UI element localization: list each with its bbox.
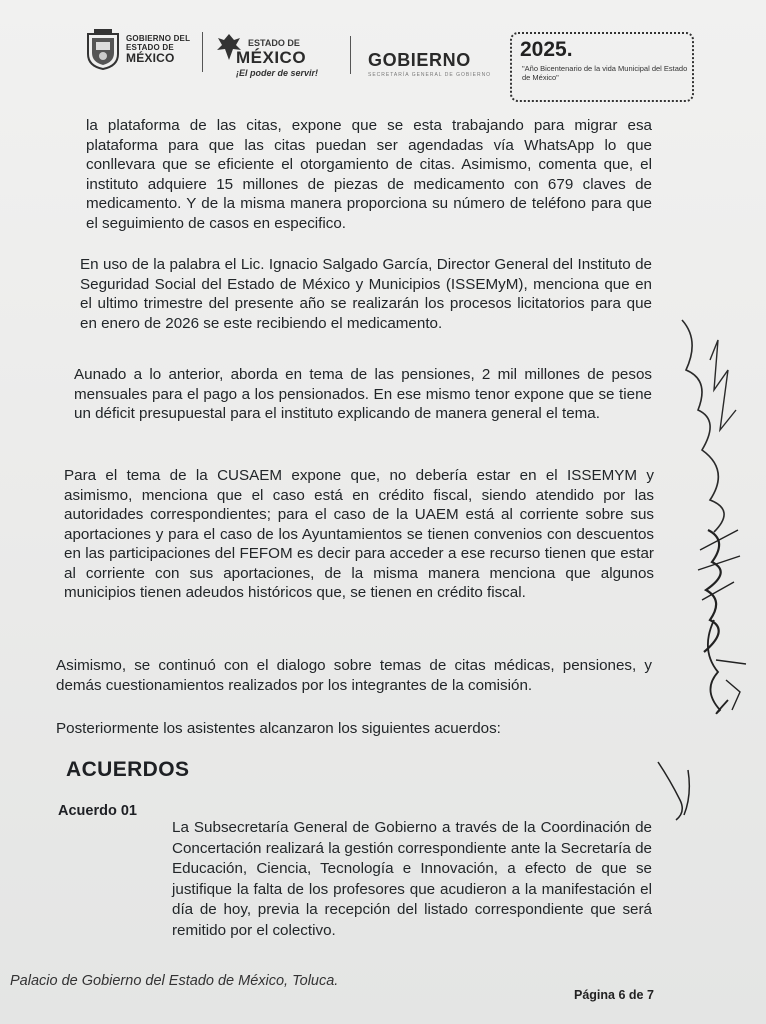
state-seal-icon <box>84 28 122 70</box>
handwritten-signature <box>640 300 760 840</box>
paragraph: Para el tema de la CUSAEM expone que, no debería estar en el ISSEMYM y asimismo, menciona que el caso está en crédito fiscal, siendo atendido por las autoridades correspondientes; para el caso de la UAEM está al corriente sobre sus aportaciones y para el caso de los Ayuntamientos se tienen convenios con descuentos en las participaciones del FEFOM es decir para acceder a ese recurso tienen que estar al corriente con sus aportaciones, de la misma manera menciona que algunos municipios tienen adeudos históricos que, se tienen en crédito fiscal. <box>64 467 654 601</box>
footer-location: Palacio de Gobierno del Estado de México, Toluca. <box>10 973 339 989</box>
acuerdo-text: La Subsecretaría General de Gobierno a través de la Coordinación de Concertación realizará la gestión correspondiente ante la Secretaría de Educación, Ciencia, Tecnología e Innovación, a efecto de que se justifique la falta de los profesores que acudieron a la manifestación el día de hoy, previa la recepción del listado correspondiente que será remitido por el colectivo. <box>172 819 652 939</box>
brand-slogan: ¡El poder de servir! <box>236 68 319 78</box>
gov-line1: GOBIERNO DEL <box>126 34 191 43</box>
brand-main-text: MÉXICO <box>236 48 307 67</box>
page-number: Página 6 de 7 <box>574 988 654 1002</box>
paragraph: Aunado a lo anterior, aborda en tema de las pensiones, 2 mil millones de pesos mensuales para el pago a los pensionados. En ese mismo tenor expone que se tiene un déficit presupuestal para el instituto explicando de manera general el tema. <box>74 366 652 422</box>
gobierno-title: GOBIERNO <box>368 50 471 70</box>
year-box <box>510 32 694 102</box>
header-divider <box>350 36 351 74</box>
letterhead <box>78 22 698 102</box>
acuerdo-label: Acuerdo 01 <box>58 803 137 819</box>
paragraph: Posteriormente los asistentes alcanzaron los siguientes acuerdos: <box>56 720 501 737</box>
year-caption: "Año Bicentenario de la vida Municipal del Estado de México" <box>522 64 688 82</box>
year-text: 2025. <box>520 38 573 61</box>
government-wordmark <box>126 34 190 65</box>
paragraph: la plataforma de las citas, expone que se esta trabajando para migrar esa plataforma para que las citas puedan ser agendadas vía WhatsApp lo que conllevara que se eficiente el otorgamiento de citas. Asimismo, comenta que, el instituto adquiere 15 millones de piezas de medicamento con 679 claves de medicamento. Y de la misma manera proporciona su número de teléfono para que el seguimiento de casos en especifico. <box>86 117 652 232</box>
paragraph: En uso de la palabra el Lic. Ignacio Salgado García, Director General del Instituto de Seguridad Social del Estado de México y Municipios (ISSEMyM), menciona que en el ultimo trimestre del presente año se realizarán los procesos licitatorios para que en enero de 2026 se este recibiendo el medicamento. <box>80 256 652 332</box>
paragraph: Asimismo, se continuó con el dialogo sobre temas de citas médicas, pensiones, y demás cuestionamientos realizados por los integrantes de la comisión. <box>56 657 652 694</box>
header-divider <box>202 32 203 72</box>
gov-line2: ESTADO DE <box>126 43 174 52</box>
section-heading: ACUERDOS <box>66 758 190 781</box>
gov-line3: MÉXICO <box>126 51 175 65</box>
brand-logo <box>214 28 354 78</box>
gobierno-subtitle: SECRETARÍA GENERAL DE GOBIERNO <box>368 72 492 78</box>
brand-top-text: ESTADO DE <box>248 38 300 48</box>
